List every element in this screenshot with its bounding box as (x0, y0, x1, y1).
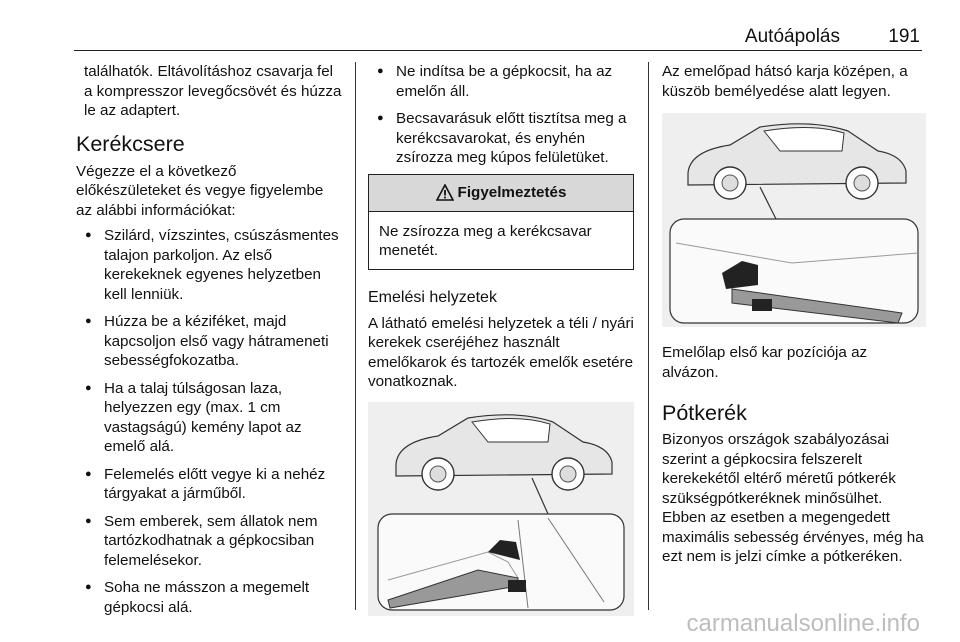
intro-text: találhatók. Eltávolításhoz csavarja fel a kompresszor levegőcsövét és húzza le az adaptert. (84, 63, 342, 119)
list-item: ● Becsavarásuk előtt tisztítsa meg a kerékcsavarokat, és enyhén zsírozza meg kúpos felületüket. (368, 109, 634, 168)
lifting-text: A látható emelési helyzetek a téli / nyári kerekek cseréjéhez használt emelőkarok és tartozék emelők esetére vonatkoznak. (368, 314, 634, 390)
watermark: carmanualsonline.info (686, 610, 920, 637)
heading-kerekcsere: Kerékcsere (76, 131, 185, 156)
column-1 (76, 62, 342, 617)
lift-front-figure (368, 402, 634, 616)
heading-emelesi-helyzetek: Emelési helyzetek (368, 288, 497, 306)
list-item: ● Ne indítsa be a gépkocsit, ha az emelőn áll. (368, 62, 634, 101)
column-divider-2 (648, 62, 649, 610)
figure-caption: Emelőlap első kar pozíciója az alvázon. (662, 344, 868, 381)
continued-list (368, 62, 634, 168)
warning-triangle-icon (436, 184, 454, 201)
lift-rear-figure (662, 113, 926, 327)
section-title: Autóápolás (744, 26, 840, 47)
list-item: ● Húzza be a kéziféket, majd kapcsoljon első vagy hátrameneti sebességfokozatba. (76, 312, 342, 371)
list-item: ● Soha ne másszon a megemelt gépkocsi alá. (76, 578, 342, 617)
list-item: ● Szilárd, vízszintes, csúszásmentes talajon parkoljon. Az első kerekeknek egyenes helyzetben kell lenniük. (76, 226, 342, 304)
warning-body: Ne zsírozza meg a kerékcsavar menetét. (379, 222, 592, 259)
list-item: ● Felemelés előtt vegye ki a nehéz tárgyakat a járműből. (76, 465, 342, 504)
rear-arm-text: Az emelőpad hátsó karja középen, a küszöb bemélyedése alatt legyen. (662, 63, 908, 100)
car-lift-illustration (368, 402, 634, 616)
list-item: ● Ha a talaj túlságosan laza, helyezzen egy (max. 1 cm vastagságú) kemény lapot az emelő alá. (76, 379, 342, 457)
column-2 (368, 62, 634, 616)
heading-potkerek: Pótkerék (662, 401, 747, 425)
list-item: ● Sem emberek, sem állatok nem tartózkodhatnak a gépkocsiban felemelésekor. (76, 512, 342, 571)
page-header (74, 20, 922, 51)
column-3 (662, 62, 926, 567)
prep-list (76, 226, 342, 617)
spare-wheel-text: Bizonyos országok szabályozásai szerint a gépkocsira felszerelt kerekekétől eltérő méretű pótkerék szükségpótkeréknek minősülhet. Ebben az esetben a megengedett maximális sebesség érvényes, még ha ezt nem is jelzi címke a pótkeréken. (662, 431, 924, 565)
warning-box (368, 174, 634, 270)
car-lift-illustration (662, 113, 926, 327)
warning-title: Figyelmeztetés (457, 183, 567, 201)
warning-header (369, 175, 633, 212)
column-divider-1 (355, 62, 356, 610)
lead-text: Végezze el a következő előkészületeket és vegye figyelembe az alábbi információkat: (76, 162, 324, 219)
page-number: 191 (888, 26, 920, 47)
